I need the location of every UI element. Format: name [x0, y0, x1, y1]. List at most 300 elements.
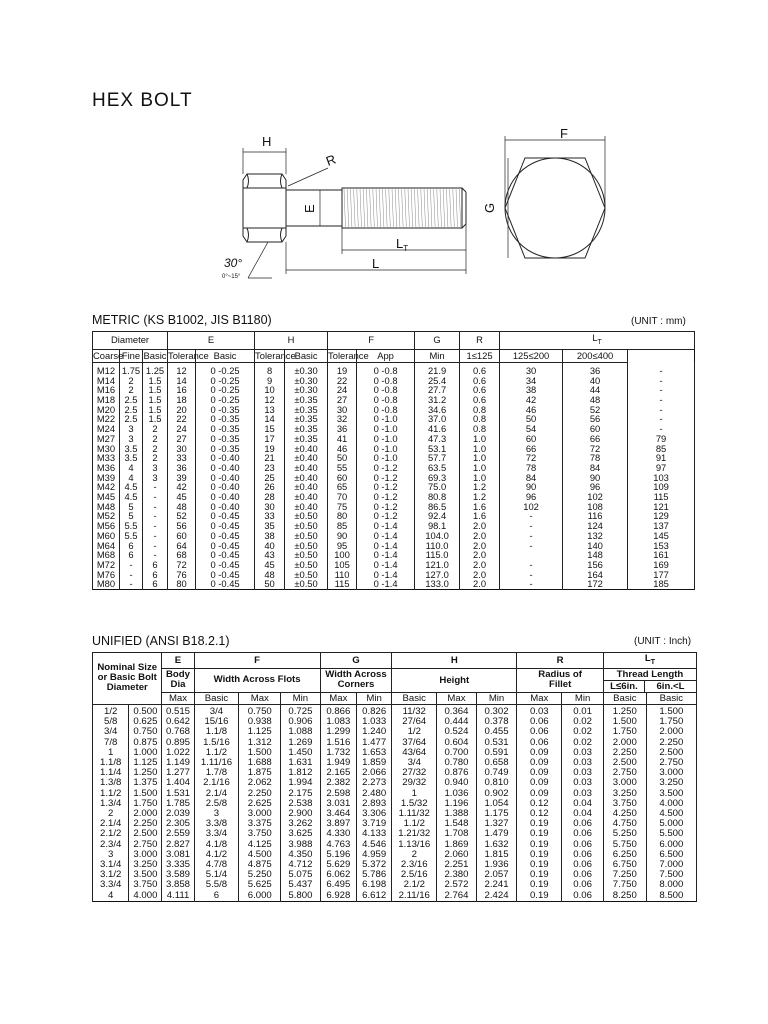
table-cell: 2.900 — [281, 809, 321, 819]
table-cell: 1.327 — [476, 819, 517, 829]
table-cell: 137 — [628, 521, 695, 531]
thread-line — [421, 189, 423, 227]
table-cell: 0.875 — [129, 738, 162, 748]
metric-subheader-cell: 1≤125 — [460, 349, 500, 362]
table-cell: 0 -1.2 — [357, 473, 415, 483]
table-cell: 40 — [563, 376, 628, 386]
table-cell: 1.750 — [129, 799, 162, 809]
table-cell: 69.3 — [415, 473, 460, 483]
table-cell: 75 — [328, 502, 357, 512]
table-cell: 20 — [168, 405, 196, 415]
table-cell: 2.250 — [239, 789, 281, 799]
hex-bolt-drawing — [210, 128, 630, 288]
table-cell: 1/2 — [392, 727, 437, 737]
table-cell: 1/2 — [93, 704, 129, 717]
table-cell: 1.1/2 — [93, 789, 129, 799]
table-cell: 1.0 — [460, 473, 500, 483]
table-cell: - — [143, 521, 168, 531]
table-cell: 0 -0.35 — [196, 444, 255, 454]
table-cell: 2.5 — [120, 405, 143, 415]
table-cell: 55 — [328, 463, 357, 473]
table-cell: 0.06 — [562, 840, 604, 850]
table-cell: 85 — [628, 444, 695, 454]
table-cell: 0.19 — [517, 870, 562, 880]
table-cell: M56 — [93, 521, 120, 531]
table-cell: 0 -1.0 — [357, 414, 415, 424]
table-cell: 0.642 — [162, 717, 194, 727]
label-lt: $L_T$ — [396, 236, 409, 253]
table-cell: 0.04 — [562, 809, 604, 819]
table-cell: 3.250 — [129, 860, 162, 870]
table-cell: ±0.35 — [285, 434, 328, 444]
table-cell: 0.06 — [562, 829, 604, 839]
table-cell: 1.1/2 — [392, 819, 437, 829]
table-cell: 6.928 — [320, 891, 356, 902]
table-cell: 2.572 — [437, 880, 477, 890]
table-cell: 1.175 — [476, 809, 517, 819]
table-cell: 1.375 — [129, 778, 162, 788]
table-cell: 102 — [563, 492, 628, 502]
table-cell: 1.500 — [239, 748, 281, 758]
table-cell: 115.0 — [415, 550, 460, 560]
table-cell: - — [120, 560, 143, 570]
table-cell: 100 — [328, 550, 357, 560]
table-cell: 2.1/16 — [194, 778, 239, 788]
table-cell: - — [500, 560, 563, 570]
table-cell: 96 — [500, 492, 563, 502]
unified-subheader-cell: Max — [517, 692, 562, 704]
table-cell: 3.1/2 — [93, 870, 129, 880]
metric-h-diameter: Diameter — [93, 332, 168, 350]
table-cell: 0 -0.45 — [196, 511, 255, 521]
unified-h-thread-b: 6in.<L — [656, 680, 685, 692]
table-cell: 1.0 — [460, 434, 500, 444]
table-cell: 36 — [328, 424, 357, 434]
table-cell: 0 -0.40 — [196, 473, 255, 483]
table-cell: 5/8 — [93, 717, 129, 727]
table-cell: 0 -0.8 — [357, 405, 415, 415]
table-cell: 6.750 — [603, 860, 646, 870]
table-cell: 1.5 — [143, 385, 168, 395]
table-cell: 121 — [628, 502, 695, 512]
table-cell: M24 — [93, 424, 120, 434]
table-cell: 42 — [168, 482, 196, 492]
table-cell: 0.02 — [562, 727, 604, 737]
table-cell: 43/64 — [392, 748, 437, 758]
table-cell: ±0.50 — [285, 521, 328, 531]
unified-header-row-2 — [93, 668, 697, 692]
table-cell: 18 — [168, 395, 196, 405]
table-cell: 54 — [500, 424, 563, 434]
table-cell: M33 — [93, 453, 120, 463]
label-angle: 30° — [224, 256, 243, 270]
table-cell: 0.06 — [517, 738, 562, 748]
table-cell: - — [628, 414, 695, 424]
table-cell: 1.1/4 — [93, 768, 129, 778]
table-cell: 2.764 — [437, 891, 477, 902]
unified-unit: (UNIT : Inch) — [634, 636, 692, 647]
table-cell: 2.625 — [239, 799, 281, 809]
table-cell: 0.12 — [517, 799, 562, 809]
table-cell: 98.1 — [415, 521, 460, 531]
table-cell: 2.750 — [603, 768, 646, 778]
unified-h-lt: $L_T$ — [603, 653, 696, 669]
thread-line — [398, 189, 400, 227]
metric-subheader-cell: Coarse — [93, 349, 124, 361]
table-cell: 60 — [500, 434, 563, 444]
table-cell: 6.062 — [320, 870, 356, 880]
table-cell: 2 — [93, 809, 129, 819]
table-cell: 3.589 — [162, 870, 194, 880]
table-cell: 43 — [255, 550, 285, 560]
thread-line — [376, 189, 378, 227]
table-cell: 0 -0.40 — [196, 482, 255, 492]
table-cell: 1.6 — [460, 511, 500, 521]
table-cell: 0.19 — [517, 891, 562, 902]
unified-subheader-cell: Min — [562, 692, 604, 704]
table-cell: 153 — [628, 541, 695, 551]
table-cell: 0.03 — [562, 789, 604, 799]
table-cell: 0.06 — [517, 717, 562, 727]
table-cell: 1.548 — [437, 819, 477, 829]
table-cell: 1.2 — [460, 492, 500, 502]
table-cell: 0.01 — [562, 704, 604, 717]
table-cell: 0.876 — [437, 768, 477, 778]
table-row — [93, 727, 697, 737]
metric-subheader-cell: Basic — [196, 349, 255, 362]
table-cell: 1.859 — [357, 758, 392, 768]
table-cell: 14 — [255, 414, 285, 424]
table-cell: 0 -0.40 — [196, 492, 255, 502]
table-cell: M64 — [93, 541, 120, 551]
metric-spec-table — [92, 331, 695, 590]
table-cell: 3.335 — [162, 860, 194, 870]
table-cell: M12 — [93, 362, 120, 375]
table-cell: - — [628, 385, 695, 395]
table-cell: 33 — [255, 511, 285, 521]
unified-header-row-1 — [93, 653, 697, 669]
table-cell: 27.7 — [415, 385, 460, 395]
table-cell: 14 — [168, 376, 196, 386]
table-cell: 1.812 — [281, 768, 321, 778]
table-cell: 2.0 — [460, 541, 500, 551]
table-cell: M20 — [93, 405, 120, 415]
table-cell: 172 — [563, 579, 628, 589]
table-cell: 1.949 — [320, 758, 356, 768]
table-cell: 2.000 — [646, 727, 696, 737]
table-cell: 4.500 — [646, 809, 696, 819]
thread-line — [386, 189, 388, 227]
metric-h-r: R — [460, 332, 500, 350]
unified-h-e: E — [162, 653, 194, 669]
unified-h-body: Body Dia — [162, 668, 194, 692]
unified-subheader-cell: Min — [476, 692, 517, 704]
table-cell: 5.5 — [120, 531, 143, 541]
table-cell: 105 — [328, 560, 357, 570]
unified-subheader-cell: Max — [162, 692, 194, 704]
table-cell: 3.500 — [129, 870, 162, 880]
table-cell: 0 -0.25 — [196, 376, 255, 386]
table-cell: 1.3/8 — [93, 778, 129, 788]
table-cell: M14 — [93, 376, 120, 386]
table-cell: 2.500 — [603, 758, 646, 768]
table-cell: 0 -0.45 — [196, 531, 255, 541]
table-cell: 0.06 — [517, 727, 562, 737]
table-cell: M72 — [93, 560, 120, 570]
table-cell: 3.3/4 — [93, 880, 129, 890]
metric-subheader-cell: Tolerance — [328, 349, 369, 361]
table-cell: 2.1/2 — [93, 829, 129, 839]
table-cell: 1.7/8 — [194, 768, 239, 778]
table-cell: 8.500 — [646, 891, 696, 902]
metric-subheader-cell: App — [357, 349, 415, 362]
table-cell: 75.0 — [415, 482, 460, 492]
table-cell: 6 — [143, 560, 168, 570]
table-cell: 2.175 — [281, 789, 321, 799]
table-cell: 1.5 — [143, 395, 168, 405]
table-cell: 2.5/16 — [392, 870, 437, 880]
table-cell: 0.19 — [517, 860, 562, 870]
table-cell: 8 — [255, 362, 285, 375]
table-cell: 124 — [563, 521, 628, 531]
table-cell: 0.09 — [517, 768, 562, 778]
table-cell: ±0.40 — [285, 463, 328, 473]
table-cell: 0.03 — [562, 778, 604, 788]
table-cell: ±0.40 — [285, 453, 328, 463]
table-cell: ±0.40 — [285, 473, 328, 483]
table-cell: 0.750 — [239, 704, 281, 717]
table-cell: 2.750 — [129, 840, 162, 850]
table-cell: 12 — [168, 362, 196, 375]
table-cell: 3.375 — [239, 819, 281, 829]
table-cell: 1.5 — [143, 405, 168, 415]
table-cell: 3.000 — [239, 809, 281, 819]
table-cell: 0.02 — [562, 738, 604, 748]
dimension-labels — [222, 126, 568, 280]
thread-line — [411, 189, 413, 227]
table-cell: 3.464 — [320, 809, 356, 819]
table-cell: 0 -1.4 — [357, 560, 415, 570]
table-cell: 1 — [93, 748, 129, 758]
table-cell: 38 — [255, 531, 285, 541]
table-cell: 0.09 — [517, 778, 562, 788]
table-cell: - — [143, 550, 168, 560]
table-cell: 37.0 — [415, 414, 460, 424]
table-cell: 2.060 — [437, 850, 477, 860]
metric-h-lt: $L_T$ — [500, 332, 695, 350]
table-cell: 1.936 — [476, 860, 517, 870]
thread-line — [370, 189, 372, 227]
table-cell: 80 — [168, 579, 196, 589]
table-cell: ±0.50 — [285, 511, 328, 521]
table-cell: 0.6 — [460, 362, 500, 375]
thread-line — [424, 189, 426, 227]
table-row — [93, 362, 695, 375]
table-cell: 1.269 — [281, 738, 321, 748]
table-cell: 0 -0.45 — [196, 521, 255, 531]
table-cell: 0 -0.40 — [196, 502, 255, 512]
table-cell: 0 -1.4 — [357, 531, 415, 541]
table-cell: 1.25 — [143, 362, 168, 375]
table-cell: 0.302 — [476, 704, 517, 717]
table-cell: 145 — [628, 531, 695, 541]
unified-subheader-cell: Basic — [194, 692, 239, 704]
table-cell: 140 — [563, 541, 628, 551]
unified-table-body — [93, 704, 697, 901]
unified-subheader-cell: Min — [281, 692, 321, 704]
table-cell: 4.1/2 — [194, 850, 239, 860]
table-cell: 46 — [328, 444, 357, 454]
table-cell: M36 — [93, 463, 120, 473]
table-cell: 0.03 — [562, 758, 604, 768]
table-cell: - — [120, 570, 143, 580]
table-cell: 40 — [255, 541, 285, 551]
unified-subheader-cell: Max — [437, 692, 477, 704]
table-cell: 1.500 — [646, 704, 696, 717]
table-cell: 4.750 — [603, 819, 646, 829]
table-cell: 6 — [194, 891, 239, 902]
table-cell: 0 -0.8 — [357, 395, 415, 405]
table-cell: 3.000 — [129, 850, 162, 860]
table-cell: 5.800 — [281, 891, 321, 902]
table-cell: 1.022 — [162, 748, 194, 758]
table-cell: 5.625 — [239, 880, 281, 890]
table-cell: 2.000 — [603, 738, 646, 748]
table-cell: 5.5/8 — [194, 880, 239, 890]
table-cell: 110 — [328, 570, 357, 580]
table-cell: 0 -0.8 — [357, 362, 415, 375]
table-cell: 0 -1.2 — [357, 511, 415, 521]
table-cell: 92.4 — [415, 511, 460, 521]
table-cell: 1.500 — [129, 789, 162, 799]
table-cell: 13 — [255, 405, 285, 415]
table-cell: 2.500 — [129, 829, 162, 839]
table-cell: 0.725 — [281, 704, 321, 717]
table-cell: 19 — [255, 444, 285, 454]
table-cell: 80 — [328, 511, 357, 521]
table-cell: 3.081 — [162, 850, 194, 860]
table-cell: 0 -0.45 — [196, 550, 255, 560]
table-cell: 33 — [168, 453, 196, 463]
table-cell: 2.066 — [357, 768, 392, 778]
table-cell: 1.21/32 — [392, 829, 437, 839]
table-cell: 2.0 — [460, 550, 500, 560]
table-cell: 0.19 — [517, 880, 562, 890]
table-cell: 0 -0.8 — [357, 376, 415, 386]
metric-header-row-1 — [93, 332, 695, 350]
table-cell: 109 — [628, 482, 695, 492]
table-cell: 4.7/8 — [194, 860, 239, 870]
thread-line — [418, 189, 420, 227]
metric-unit: (UNIT : mm) — [631, 316, 686, 327]
unified-subheader-cell: Basic — [392, 692, 437, 704]
table-cell: 56 — [563, 414, 628, 424]
table-cell: 0.780 — [437, 758, 477, 768]
thread-line — [453, 189, 455, 227]
table-cell: 44 — [563, 385, 628, 395]
unified-h-g: G — [320, 653, 392, 669]
thread-line — [350, 189, 352, 227]
table-cell: 9 — [255, 376, 285, 386]
table-cell: ±0.35 — [285, 414, 328, 424]
table-cell: 1.785 — [162, 799, 194, 809]
table-cell: 3/4 — [194, 704, 239, 717]
table-cell: 7.500 — [646, 870, 696, 880]
table-cell: ±0.30 — [285, 385, 328, 395]
table-cell: 2 — [143, 444, 168, 454]
table-cell: 2.1/4 — [194, 789, 239, 799]
thread-line — [459, 189, 461, 227]
table-cell: 0 -1.2 — [357, 482, 415, 492]
table-cell: 1.516 — [320, 738, 356, 748]
table-cell: 22 — [328, 376, 357, 386]
table-cell: 27 — [328, 395, 357, 405]
table-cell: ±0.30 — [285, 376, 328, 386]
table-cell: 1.054 — [476, 799, 517, 809]
table-cell: 1.875 — [239, 768, 281, 778]
table-cell: 0.378 — [476, 717, 517, 727]
table-cell: 30 — [500, 362, 563, 375]
table-cell: 1.450 — [281, 748, 321, 758]
metric-section-title: METRIC (KS B1002, JIS B1180) — [92, 313, 272, 327]
unified-h-f: F — [194, 653, 320, 669]
table-cell: - — [628, 362, 695, 375]
table-cell: 5.000 — [646, 819, 696, 829]
table-cell: 5.075 — [281, 870, 321, 880]
metric-subheader-cell: Min — [415, 349, 460, 362]
table-cell: 41.6 — [415, 424, 460, 434]
table-cell: 7.000 — [646, 860, 696, 870]
table-cell: - — [143, 502, 168, 512]
table-cell: 0.749 — [476, 768, 517, 778]
table-cell: 115 — [328, 579, 357, 589]
thread-line — [430, 189, 432, 227]
table-cell: 6.198 — [357, 880, 392, 890]
table-cell: 6.500 — [646, 850, 696, 860]
table-cell: 52 — [168, 511, 196, 521]
table-cell: 0.8 — [460, 405, 500, 415]
table-cell: 1.0 — [460, 453, 500, 463]
thread-line — [443, 189, 445, 227]
table-cell: M16 — [93, 385, 120, 395]
table-cell: 27/32 — [392, 768, 437, 778]
table-cell: 1.250 — [603, 704, 646, 717]
table-cell: 0.938 — [239, 717, 281, 727]
table-cell: 1.196 — [437, 799, 477, 809]
table-cell: 0.06 — [562, 891, 604, 902]
table-cell: 60 — [328, 473, 357, 483]
table-cell: 63.5 — [415, 463, 460, 473]
table-cell: 0.500 — [129, 704, 162, 717]
table-cell: ±0.40 — [285, 482, 328, 492]
table-cell: 1.149 — [162, 758, 194, 768]
label-h: H — [262, 134, 272, 149]
metric-subheader-cell: 200≤400 — [563, 349, 628, 362]
table-cell: 2.380 — [437, 870, 477, 880]
label-g: G — [482, 202, 497, 213]
table-cell: 45 — [255, 560, 285, 570]
table-cell: 1.479 — [476, 829, 517, 839]
table-cell: 1.477 — [357, 738, 392, 748]
table-cell: M39 — [93, 473, 120, 483]
table-cell: 3.306 — [357, 809, 392, 819]
table-cell: 2.000 — [129, 809, 162, 819]
table-cell: 1 — [392, 789, 437, 799]
table-cell: 2.5 — [120, 395, 143, 405]
table-cell: 4.111 — [162, 891, 194, 902]
table-cell: 90 — [500, 482, 563, 492]
table-cell: 0 -0.40 — [196, 453, 255, 463]
